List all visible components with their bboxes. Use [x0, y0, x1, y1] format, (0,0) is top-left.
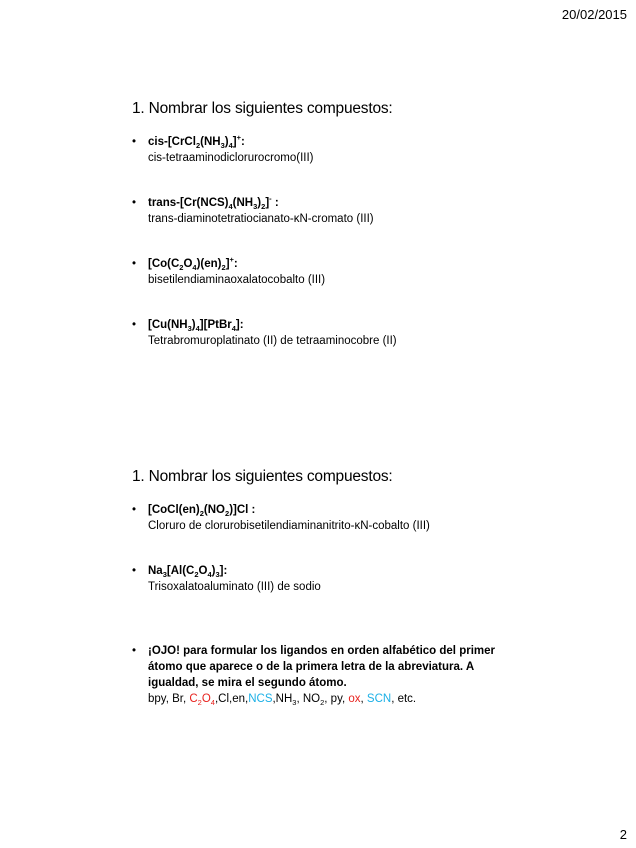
slide-2-heading: 1. Nombrar los siguientes compuestos:	[132, 468, 393, 485]
list-item	[132, 502, 430, 534]
compound-name: trans-diaminotetratiocianato-κN-cromato (III)	[148, 213, 374, 225]
warning-text: ¡OJO! para formular los ligandos en orden alfabético del primer átomo que aparece o de la primera letra de la abreviatura. A igualdad, se mira el segundo átomo.	[148, 645, 495, 689]
page-number: 2	[619, 827, 627, 842]
compound-name: cis-tetraaminodiclorurocromo(III)	[148, 152, 314, 164]
bullet-icon: •	[132, 136, 137, 148]
bullet-icon: •	[132, 258, 137, 270]
compound-name: Cloruro de clorurobisetilendiaminanitrito-κN-cobalto (III)	[148, 520, 430, 532]
warning-item	[132, 643, 498, 707]
formula: cis-$[CrCl_2(NH_3)_4]^+$:	[148, 133, 245, 150]
bullet-icon: •	[132, 504, 137, 516]
date: 20/02/2015	[561, 7, 627, 22]
list-item	[132, 256, 325, 288]
bullet-icon: •	[132, 319, 137, 331]
formula: $[Co(C_2O_4)(en)_2]^+$:	[148, 255, 238, 272]
bullet-icon: •	[132, 565, 137, 577]
compound-name: bisetilendiaminaoxalatocobalto (III)	[148, 274, 326, 286]
compound-name: Trisoxalatoaluminato (III) de sodio	[148, 581, 321, 593]
list-item	[132, 195, 374, 227]
compound-name: Tetrabromuroplatinato (II) de tetraaminocobre (II)	[148, 335, 397, 347]
ligand-list: bpy, Br, $C_2O_4,Cl,en,NCS,NH_3$, $NO_2$, py, ox, SCN, etc.	[148, 693, 417, 707]
slide-1-heading: 1. Nombrar los siguientes compuestos:	[132, 100, 393, 117]
formula: $[Cu(NH_3)_4][PtBr_4]$:	[148, 319, 244, 333]
bullet-icon: •	[132, 645, 137, 657]
list-item	[132, 134, 314, 166]
bullet-icon: •	[132, 197, 137, 209]
formula: trans-$[Cr(NCS)_4(NH_3)_2]^-$ :	[148, 194, 279, 211]
list-item	[132, 317, 397, 349]
list-item	[132, 563, 321, 595]
formula: $[CoCl(en)_2(NO_2)]Cl$ :	[148, 504, 256, 518]
formula: $Na_3[Al(C_2O_4)_3]$:	[148, 565, 228, 579]
